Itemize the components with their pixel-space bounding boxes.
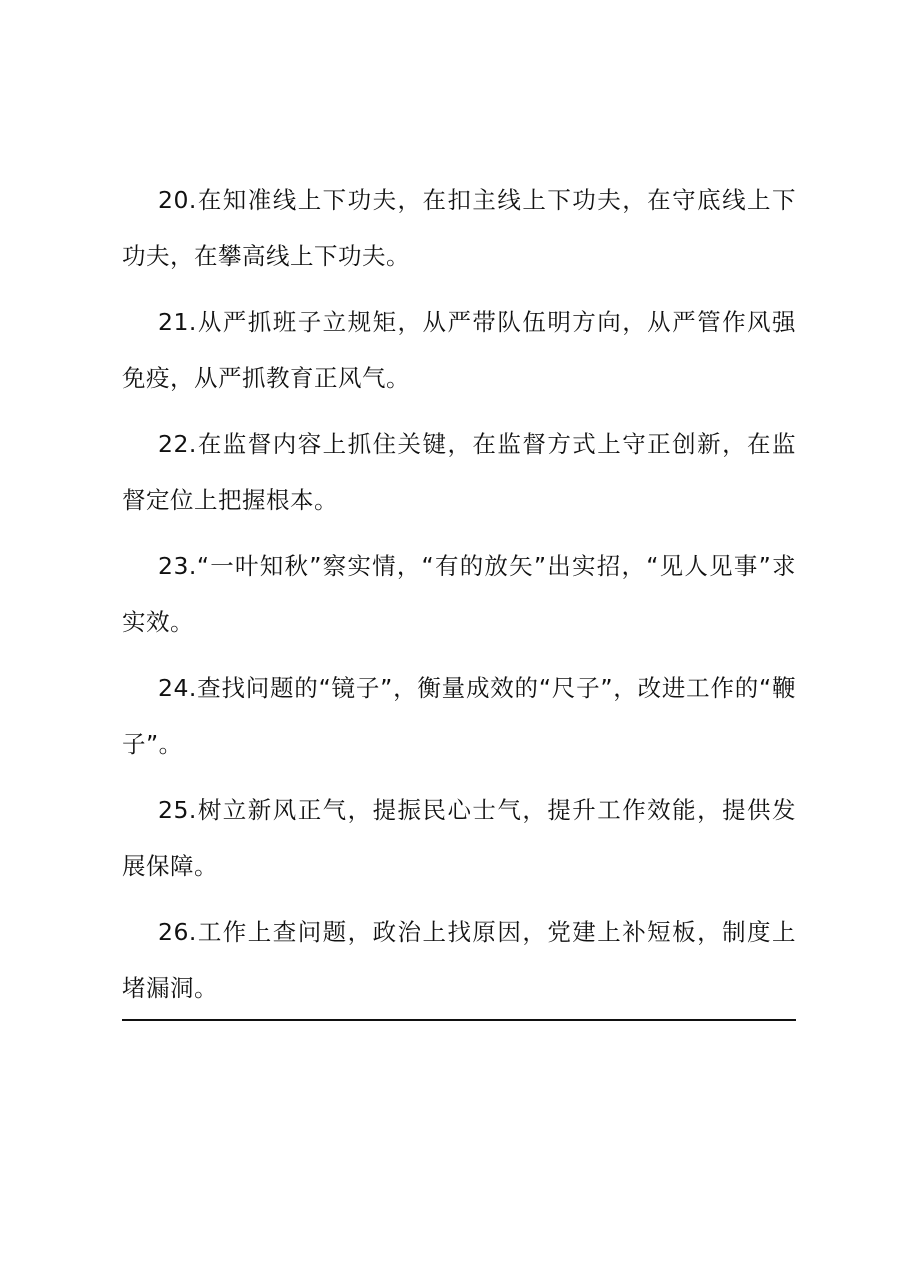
horizontal-divider xyxy=(122,1019,796,1021)
paragraph-21: 21.从严抓班子立规矩，从严带队伍明方向，从严管作风强免疫，从严抓教育正风气。 xyxy=(122,308,796,392)
document-body xyxy=(122,172,796,1016)
paragraph-24: 24.查找问题的“镜子”，衡量成效的“尺子”，改进工作的“鞭子”。 xyxy=(122,674,796,758)
paragraph-23: 23.“一叶知秋”察实情，“有的放矢”出实招，“见人见事”求实效。 xyxy=(122,552,796,636)
paragraph-25: 25.树立新风正气，提振民心士气，提升工作效能，提供发展保障。 xyxy=(122,796,796,880)
paragraph-26: 26.工作上查问题，政治上找原因，党建上补短板，制度上堵漏洞。 xyxy=(122,918,796,1002)
paragraph-22: 22.在监督内容上抓住关键，在监督方式上守正创新，在监督定位上把握根本。 xyxy=(122,430,796,514)
paragraph-20: 20.在知准线上下功夫，在扣主线上下功夫，在守底线上下功夫，在攀高线上下功夫。 xyxy=(122,186,796,270)
